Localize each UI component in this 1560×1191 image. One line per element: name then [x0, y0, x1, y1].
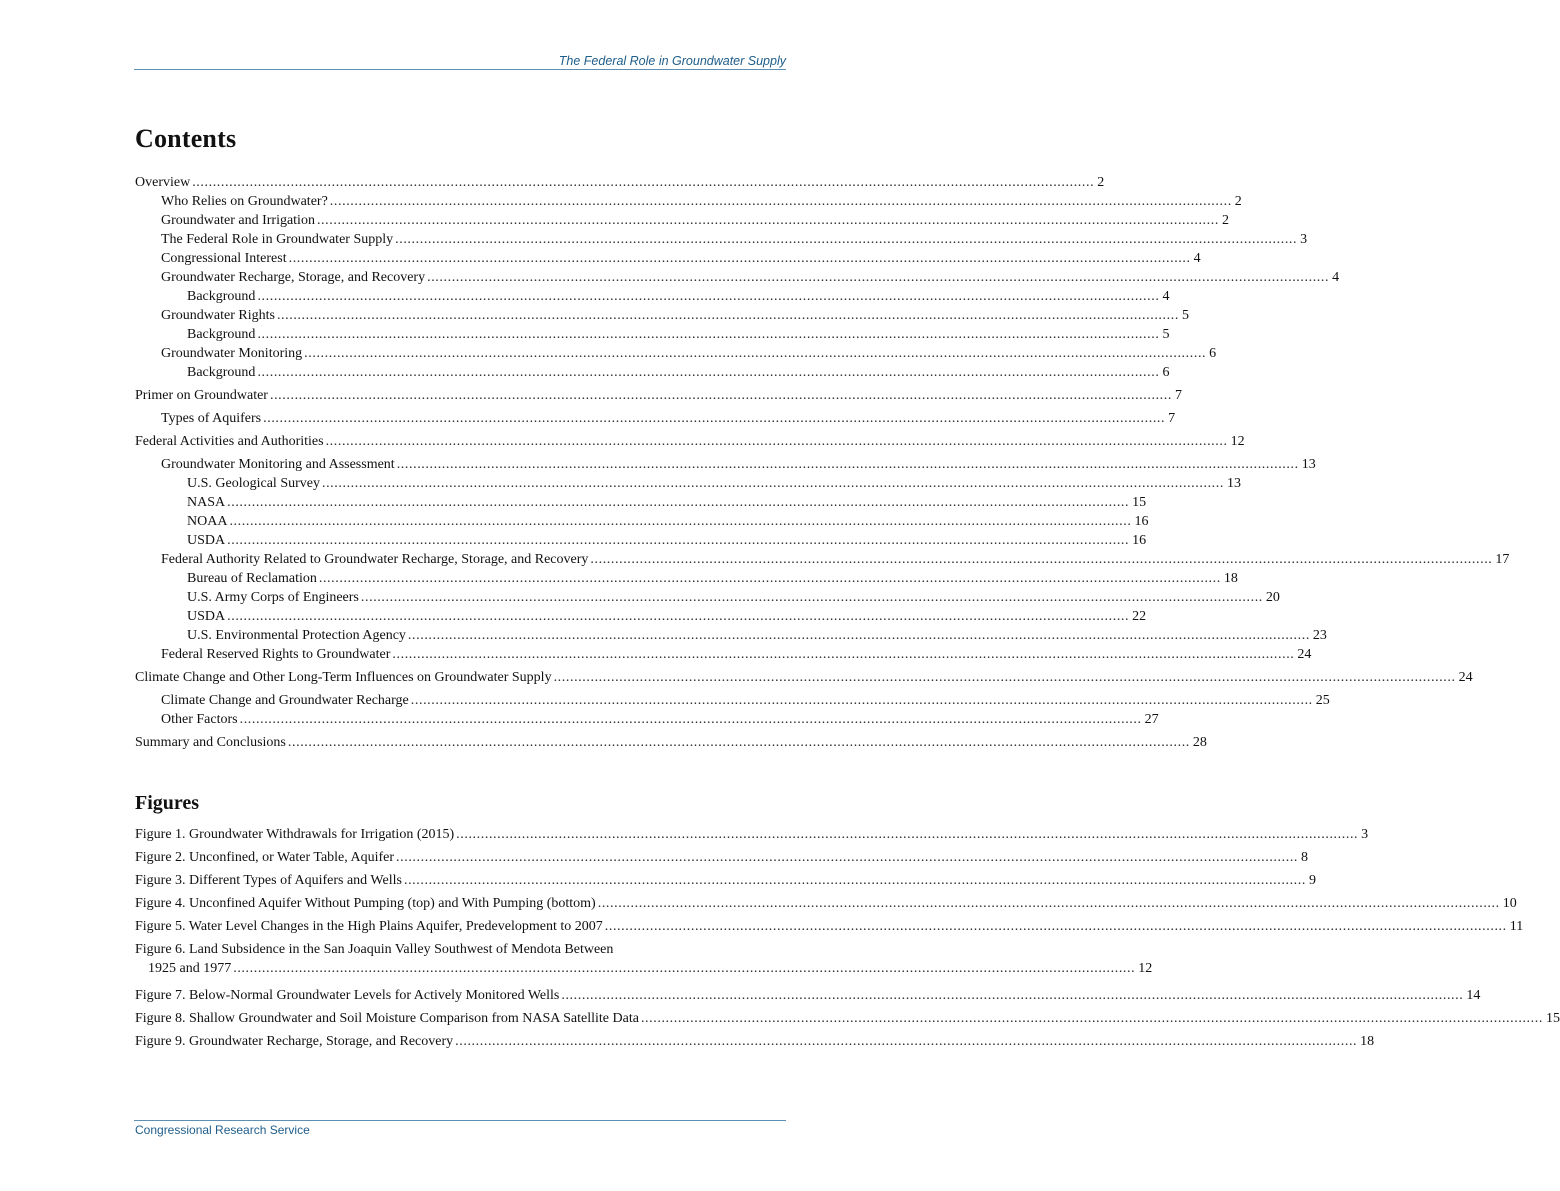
toc-entry-title: Bureau of Reclamation: [187, 571, 317, 586]
dot-leader: ............................................................................................................................................................................................................................: [553, 670, 1456, 685]
dot-leader: ............................................................................................................................................................................................................................: [287, 735, 1190, 750]
figure-entry[interactable]: [135, 1033, 1375, 1051]
toc-entry-page: 16: [1134, 514, 1149, 529]
toc-entry-title: Groundwater Monitoring and Assessment: [161, 457, 395, 472]
figure-entry-page: 3: [1361, 827, 1369, 842]
toc-entry-title: Background: [187, 327, 256, 342]
figure-entry-page: 12: [1138, 961, 1153, 976]
dot-leader: ............................................................................................................................................................................................................................: [396, 457, 1299, 472]
toc-entry-title: Other Factors: [161, 712, 238, 727]
dot-leader: ............................................................................................................................................................................................................................: [403, 873, 1306, 888]
toc-entry-page: 16: [1132, 533, 1147, 548]
toc-entry-page: 6: [1209, 346, 1217, 361]
figure-entry-title[interactable]: Figure 6. Land Subsidence in the San Joaquin Valley Southwest of Mendota Between: [135, 942, 614, 957]
toc-entry-title: USDA: [187, 609, 226, 624]
toc-entry-page: 5: [1181, 308, 1189, 323]
toc-entry[interactable]: [135, 326, 1170, 344]
toc-entry[interactable]: [135, 456, 1316, 474]
dot-leader: ............................................................................................................................................................................................................................: [561, 988, 1464, 1003]
dot-leader: ............................................................................................................................................................................................................................: [229, 514, 1132, 529]
figure-entry[interactable]: [135, 987, 1481, 1005]
dot-leader: ............................................................................................................................................................................................................................: [604, 919, 1507, 934]
toc-entry-page: 4: [1332, 270, 1340, 285]
dot-leader: ............................................................................................................................................................................................................................: [257, 327, 1160, 342]
figures-title: Figures: [135, 792, 200, 814]
dot-leader: ............................................................................................................................................................................................................................: [396, 850, 1299, 865]
dot-leader: ............................................................................................................................................................................................................................: [304, 346, 1207, 361]
dot-leader: ............................................................................................................................................................................................................................: [456, 827, 1359, 842]
toc-entry-title: Groundwater Monitoring: [161, 346, 303, 361]
figure-entry-title: Figure 4. Unconfined Aquifer Without Pumping (top) and With Pumping (bottom): [135, 896, 596, 911]
figure-entry-page: 15: [1545, 1011, 1560, 1026]
toc-entry[interactable]: [135, 646, 1312, 664]
toc-entry[interactable]: [135, 570, 1238, 588]
dot-leader: ............................................................................................................................................................................................................................: [392, 647, 1295, 662]
toc-entry[interactable]: [135, 269, 1340, 287]
footer-divider: [134, 1120, 786, 1121]
toc-entry[interactable]: [135, 307, 1189, 325]
toc-entry[interactable]: [135, 475, 1241, 493]
toc-entry[interactable]: [135, 410, 1176, 428]
toc-entry-title: USDA: [187, 533, 226, 548]
dot-leader: ............................................................................................................................................................................................................................: [395, 232, 1298, 247]
toc-entry-page: 3: [1300, 232, 1308, 247]
toc-entry-page: 18: [1223, 571, 1238, 586]
toc-entry-title: U.S. Geological Survey: [187, 476, 320, 491]
header-divider: [134, 69, 786, 70]
toc-entry-page: 12: [1230, 434, 1245, 449]
toc-entry-title: Groundwater Rights: [161, 308, 275, 323]
toc-entry-page: 17: [1495, 552, 1510, 567]
dot-leader: ............................................................................................................................................................................................................................: [276, 308, 1179, 323]
toc-entry-title: U.S. Environmental Protection Agency: [187, 628, 406, 643]
toc-entry-page: 4: [1193, 251, 1201, 266]
dot-leader: ............................................................................................................................................................................................................................: [192, 175, 1095, 190]
figure-entry-title: Figure 7. Below-Normal Groundwater Levels for Actively Monitored Wells: [135, 988, 560, 1003]
dot-leader: ............................................................................................................................................................................................................................: [455, 1034, 1358, 1049]
dot-leader: ............................................................................................................................................................................................................................: [227, 495, 1130, 510]
dot-leader: ............................................................................................................................................................................................................................: [316, 213, 1219, 228]
dot-leader: ............................................................................................................................................................................................................................: [288, 251, 1191, 266]
toc-entry[interactable]: [135, 589, 1280, 607]
figure-entry-title: Figure 5. Water Level Changes in the High Plains Aquifer, Predevelopment to 2007: [135, 919, 603, 934]
toc-entry[interactable]: [135, 250, 1201, 268]
footer-publisher: Congressional Research Service: [135, 1123, 310, 1137]
dot-leader: ............................................................................................................................................................................................................................: [257, 365, 1160, 380]
toc-entry-page: 7: [1174, 388, 1182, 403]
dot-leader: ............................................................................................................................................................................................................................: [239, 712, 1142, 727]
toc-entry-page: 6: [1162, 365, 1170, 380]
toc-entry[interactable]: [135, 212, 1229, 230]
dot-leader: ............................................................................................................................................................................................................................: [360, 590, 1263, 605]
toc-entry-page: 13: [1226, 476, 1241, 491]
toc-entry-title: Federal Authority Related to Groundwater Recharge, Storage, and Recovery: [161, 552, 589, 567]
toc-entry-page: 4: [1162, 289, 1170, 304]
toc-entry-page: 20: [1265, 590, 1280, 605]
dot-leader: ............................................................................................................................................................................................................................: [227, 609, 1130, 624]
figure-entry-title: Figure 9. Groundwater Recharge, Storage, and Recovery: [135, 1034, 454, 1049]
toc-entry-page: 15: [1132, 495, 1147, 510]
contents-title: Contents: [135, 124, 237, 153]
toc-entry-page: 28: [1192, 735, 1207, 750]
toc-entry-title: Climate Change and Other Long-Term Influences on Groundwater Supply: [135, 670, 552, 685]
figure-entry[interactable]: [135, 918, 1524, 936]
toc-entry[interactable]: [135, 231, 1308, 249]
toc-entry-title: Types of Aquifers: [161, 411, 262, 426]
toc-entry-title: Background: [187, 289, 256, 304]
toc-entry-title: Background: [187, 365, 256, 380]
figure-entry-title: Figure 2. Unconfined, or Water Table, Aquifer: [135, 850, 395, 865]
dot-leader: ............................................................................................................................................................................................................................: [410, 693, 1313, 708]
toc-entry-page: 7: [1168, 411, 1176, 426]
figure-entry-title: Figure 8. Shallow Groundwater and Soil Moisture Comparison from NASA Satellite Data: [135, 1011, 639, 1026]
figure-entry[interactable]: [135, 849, 1309, 867]
toc-entry-title: Who Relies on Groundwater?: [161, 194, 328, 209]
dot-leader: ............................................................................................................................................................................................................................: [597, 896, 1500, 911]
toc-entry-page: 27: [1144, 712, 1159, 727]
toc-entry-page: 22: [1132, 609, 1147, 624]
figure-entry-title-continued: 1925 and 1977: [148, 961, 232, 976]
toc-entry-title: NASA: [187, 495, 226, 510]
toc-entry-page: 24: [1297, 647, 1312, 662]
toc-entry-title: NOAA: [187, 514, 228, 529]
toc-entry-title: U.S. Army Corps of Engineers: [187, 590, 359, 605]
toc-entry-title: Overview: [135, 175, 191, 190]
figure-entry-page: 10: [1502, 896, 1517, 911]
toc-entry-page: 5: [1162, 327, 1170, 342]
toc-entry[interactable]: [135, 669, 1473, 687]
toc-entry-title: Federal Reserved Rights to Groundwater: [161, 647, 391, 662]
dot-leader: ............................................................................................................................................................................................................................: [329, 194, 1232, 209]
dot-leader: ............................................................................................................................................................................................................................: [407, 628, 1310, 643]
toc-entry-title: Groundwater and Irrigation: [161, 213, 315, 228]
toc-entry-title: Groundwater Recharge, Storage, and Recovery: [161, 270, 426, 285]
figure-entry-page: 18: [1360, 1034, 1375, 1049]
dot-leader: ............................................................................................................................................................................................................................: [318, 571, 1221, 586]
toc-entry[interactable]: [135, 288, 1170, 306]
toc-entry-page: 25: [1315, 693, 1330, 708]
toc-entry-page: 2: [1234, 194, 1242, 209]
toc-entry[interactable]: [135, 364, 1170, 382]
toc-entry-page: 13: [1301, 457, 1316, 472]
dot-leader: ............................................................................................................................................................................................................................: [640, 1011, 1543, 1026]
figure-entry-page: 8: [1301, 850, 1309, 865]
figure-entry[interactable]: [135, 826, 1369, 844]
dot-leader: ............................................................................................................................................................................................................................: [263, 411, 1166, 426]
toc-entry-title: Climate Change and Groundwater Recharge: [161, 693, 409, 708]
figure-entry[interactable]: [135, 872, 1316, 890]
dot-leader: ............................................................................................................................................................................................................................: [321, 476, 1224, 491]
figure-entry[interactable]: [135, 1010, 1560, 1028]
dot-leader: ............................................................................................................................................................................................................................: [269, 388, 1172, 403]
toc-entry[interactable]: [135, 551, 1510, 569]
toc-entry[interactable]: [135, 734, 1207, 752]
toc-entry[interactable]: [135, 433, 1245, 451]
toc-entry-page: 2: [1097, 175, 1105, 190]
figure-entry-page: 11: [1509, 919, 1524, 934]
toc-entry-title: Congressional Interest: [161, 251, 287, 266]
toc-entry[interactable]: [135, 193, 1242, 211]
toc-entry[interactable]: [135, 345, 1217, 363]
toc-entry-title: Summary and Conclusions: [135, 735, 286, 750]
figure-entry-page: 14: [1466, 988, 1481, 1003]
toc-entry-title: Primer on Groundwater: [135, 388, 268, 403]
dot-leader: ............................................................................................................................................................................................................................: [427, 270, 1330, 285]
toc-entry[interactable]: [135, 532, 1147, 550]
toc-entry[interactable]: [135, 174, 1105, 192]
toc-entry[interactable]: [135, 494, 1147, 512]
figure-entry-page: 9: [1308, 873, 1316, 888]
toc-entry[interactable]: [135, 692, 1330, 710]
dot-leader: ............................................................................................................................................................................................................................: [325, 434, 1228, 449]
toc-entry-page: 24: [1458, 670, 1473, 685]
figure-entry[interactable]: [135, 960, 1153, 978]
dot-leader: ............................................................................................................................................................................................................................: [227, 533, 1130, 548]
toc-entry-page: 23: [1312, 628, 1327, 643]
toc-entry-page: 2: [1221, 213, 1229, 228]
toc-entry[interactable]: [135, 513, 1149, 531]
toc-entry[interactable]: [135, 387, 1182, 405]
toc-entry[interactable]: [135, 608, 1147, 626]
dot-leader: ............................................................................................................................................................................................................................: [257, 289, 1160, 304]
figure-entry-title: Figure 1. Groundwater Withdrawals for Irrigation (2015): [135, 827, 455, 842]
toc-entry[interactable]: [135, 711, 1159, 729]
dot-leader: ............................................................................................................................................................................................................................: [233, 961, 1136, 976]
toc-entry[interactable]: [135, 627, 1327, 645]
figure-entry[interactable]: [135, 895, 1517, 913]
toc-entry-title: Federal Activities and Authorities: [135, 434, 324, 449]
running-header-title: The Federal Role in Groundwater Supply: [558, 54, 786, 68]
figure-entry-title: Figure 3. Different Types of Aquifers and Wells: [135, 873, 402, 888]
dot-leader: ............................................................................................................................................................................................................................: [590, 552, 1493, 567]
toc-entry-title: The Federal Role in Groundwater Supply: [161, 232, 394, 247]
